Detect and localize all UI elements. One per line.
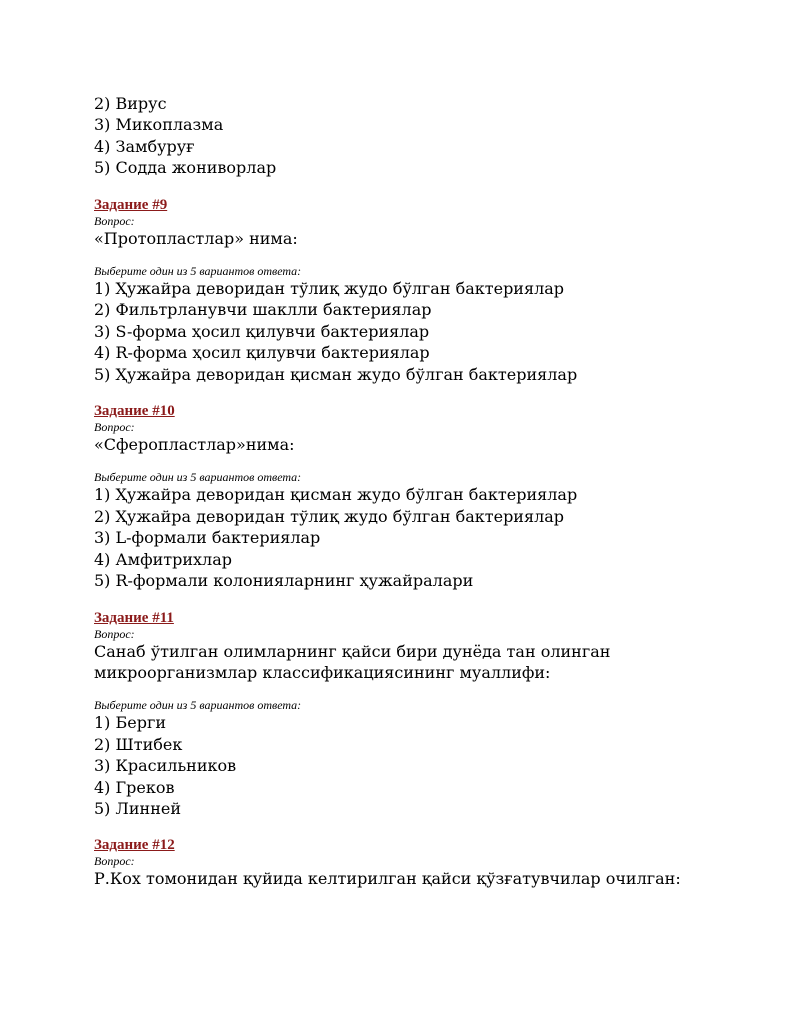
answer-option: 2) Вирус bbox=[94, 94, 167, 113]
task-11 bbox=[94, 610, 774, 820]
answer-option: 4) R-форма ҳосил қилувчи бактериялар bbox=[94, 343, 430, 363]
question-label: Вопрос: bbox=[94, 626, 135, 641]
answer-option: 3) Красильников bbox=[94, 756, 237, 776]
answer-option: 4) Амфитрихлар bbox=[94, 549, 232, 569]
answer-instruction: Выберите один из 5 вариантов ответа: bbox=[94, 264, 302, 279]
answer-option: 3) Микоплазма bbox=[94, 115, 224, 135]
question-label: Вопрос: bbox=[94, 854, 135, 869]
answer-option: 5) Содда жониворлар bbox=[94, 158, 277, 178]
answer-option: 1) Берги bbox=[94, 713, 167, 733]
answer-option: 5) Линней bbox=[94, 798, 181, 818]
question-label: Вопрос: bbox=[94, 213, 135, 228]
answer-option: 3) S-форма ҳосил қилувчи бактериялар bbox=[94, 321, 430, 341]
question-text: Санаб ўтилган олимларнинг қайси бири дунёда тан олинган bbox=[94, 641, 611, 661]
answer-option: 1) Ҳужайра деворидан қисман жудо бўлган бактериялар bbox=[94, 485, 578, 505]
answer-instruction: Выберите один из 5 вариантов ответа: bbox=[94, 470, 302, 485]
task-heading: Задание #9 bbox=[94, 196, 168, 213]
task-heading: Задание #11 bbox=[94, 609, 174, 626]
document-page bbox=[94, 93, 774, 890]
question-text: «Протопластлар» нима: bbox=[94, 228, 298, 248]
answer-option: 5) Ҳужайра деворидан қисман жудо бўлган бактериялар bbox=[94, 364, 578, 384]
answer-option: 4) Греков bbox=[94, 777, 175, 797]
answer-option: 2) Ҳужайра деворидан тўлиқ жудо бўлган бактериялар bbox=[94, 506, 565, 526]
answer-option: 3) L-формали бактериялар bbox=[94, 528, 321, 548]
question-text: микроорганизмлар классификациясининг муаллифи: bbox=[94, 662, 551, 682]
task-heading: Задание #12 bbox=[94, 837, 175, 854]
question-label: Вопрос: bbox=[94, 420, 135, 435]
task-12 bbox=[94, 837, 774, 889]
answer-option: 4) Замбуруғ bbox=[94, 136, 195, 156]
question-text: Р.Кох томонидан қуйида келтирилган қайси қўзғатувчилар очилган: bbox=[94, 869, 681, 889]
answer-option: 2) Штибек bbox=[94, 734, 183, 754]
answer-instruction: Выберите один из 5 вариантов ответа: bbox=[94, 698, 302, 713]
answer-option: 5) R-формали колонияларнинг ҳужайралари bbox=[94, 571, 474, 591]
task-10 bbox=[94, 403, 774, 591]
task-heading: Задание #10 bbox=[94, 403, 175, 420]
previous-options bbox=[94, 93, 774, 179]
answer-option: 1) Ҳужайра деворидан тўлиқ жудо бўлган бактериялар bbox=[94, 279, 565, 299]
task-9 bbox=[94, 197, 774, 385]
answer-option: 2) Фильтрланувчи шаклли бактериялар bbox=[94, 300, 432, 320]
question-text: «Сферопластлар»нима: bbox=[94, 435, 295, 455]
